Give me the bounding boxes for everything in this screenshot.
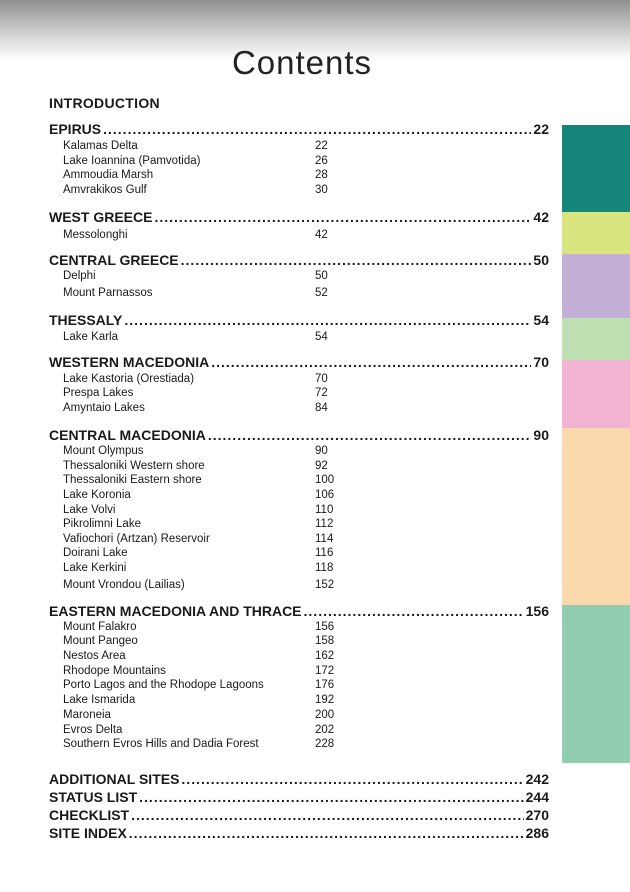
site-name: Amyntaio Lakes: [63, 402, 145, 414]
site-name: Pikrolimni Lake: [63, 518, 141, 530]
dot-leader: [208, 427, 532, 443]
site-name: Amvrakikos Gulf: [63, 184, 147, 196]
chapter-heading[interactable]: [49, 427, 549, 443]
site-name: Lake Ismarida: [63, 694, 136, 706]
chapter-name: THESSALY: [49, 312, 123, 328]
chapter-heading[interactable]: [49, 807, 549, 823]
site-page-number: 116: [315, 547, 334, 559]
site-name: Porto Lagos and the Rhodope Lagoons: [63, 679, 264, 691]
site-name: Nestos Area: [63, 650, 126, 662]
chapter-page-number: 244: [525, 789, 549, 805]
site-name: Prespa Lakes: [63, 387, 134, 399]
site-page-number: 30: [315, 184, 328, 196]
chapter-heading[interactable]: [49, 771, 549, 787]
site-name: Evros Delta: [63, 724, 123, 736]
dot-leader: [181, 252, 532, 268]
site-name: Thessaloniki Western shore: [63, 460, 205, 472]
site-name: Mount Pangeo: [63, 635, 138, 647]
site-page-number: 22: [315, 140, 328, 152]
site-page-number: 172: [315, 665, 335, 677]
site-name: Lake Kerkini: [63, 562, 127, 574]
chapter-name: ADDITIONAL SITES: [49, 771, 180, 787]
site-name: Doirani Lake: [63, 547, 128, 559]
site-name: Thessaloniki Eastern shore: [63, 474, 202, 486]
site-page-number: 28: [315, 169, 328, 181]
site-page-number: 110: [315, 504, 334, 516]
dot-leader: [124, 312, 531, 328]
site-page-number: 118: [315, 562, 334, 574]
chapter-name: STATUS LIST: [49, 789, 138, 805]
chapter-page-number: 54: [533, 312, 549, 328]
chapter-name: SITE INDEX: [49, 825, 127, 841]
chapter-name: WESTERN MACEDONIA: [49, 354, 210, 370]
chapter-name: EPIRUS: [49, 121, 102, 137]
chapter-page-number: 42: [533, 209, 549, 225]
site-name: Lake Karla: [63, 331, 118, 343]
chapter-page-number: 50: [533, 252, 549, 268]
site-name: Kalamas Delta: [63, 140, 138, 152]
chapter-name: CENTRAL MACEDONIA: [49, 427, 206, 443]
site-page-number: 92: [315, 460, 328, 472]
site-page-number: 228: [315, 738, 335, 750]
chapter-page-number: 242: [525, 771, 549, 787]
site-page-number: 70: [315, 373, 328, 385]
chapter-color-tab: [562, 254, 630, 318]
chapter-page-number: 70: [533, 354, 549, 370]
site-name: Ammoudia Marsh: [63, 169, 154, 181]
dot-leader: [129, 825, 524, 841]
dot-leader: [154, 209, 531, 225]
site-page-number: 50: [315, 270, 328, 282]
chapter-heading[interactable]: [49, 121, 549, 137]
chapter-heading[interactable]: [49, 789, 549, 805]
chapter-page-number: 270: [525, 807, 549, 823]
site-name: Lake Koronia: [63, 489, 131, 501]
chapter-color-tab: [562, 318, 630, 360]
site-page-number: 162: [315, 650, 335, 662]
chapter-page-number: 156: [525, 603, 549, 619]
site-page-number: 54: [315, 331, 328, 343]
chapter-page-number: 286: [525, 825, 549, 841]
chapter-page-number: 90: [533, 427, 549, 443]
dot-leader: [131, 807, 524, 823]
introduction-heading: INTRODUCTION: [49, 95, 160, 111]
site-page-number: 84: [315, 402, 328, 414]
site-name: Vafiochori (Artzan) Reservoir: [63, 533, 210, 545]
chapter-heading[interactable]: [49, 252, 549, 268]
dot-leader: [139, 789, 523, 805]
site-page-number: 112: [315, 518, 334, 530]
chapter-name: WEST GREECE: [49, 209, 153, 225]
site-name: Lake Ioannina (Pamvotida): [63, 155, 201, 167]
site-page-number: 156: [315, 621, 335, 633]
site-page-number: 176: [315, 679, 335, 691]
chapter-heading[interactable]: [49, 209, 549, 225]
site-name: Maroneia: [63, 709, 111, 721]
chapter-color-tab: [562, 212, 630, 254]
chapter-name: CENTRAL GREECE: [49, 252, 179, 268]
dot-leader: [181, 771, 523, 787]
dot-leader: [211, 354, 531, 370]
chapter-heading[interactable]: [49, 354, 549, 370]
site-page-number: 26: [315, 155, 328, 167]
site-name: Rhodope Mountains: [63, 665, 166, 677]
site-name: Delphi: [63, 270, 96, 282]
site-page-number: 158: [315, 635, 335, 647]
site-page-number: 52: [315, 287, 328, 299]
chapter-heading[interactable]: [49, 825, 549, 841]
site-page-number: 202: [315, 724, 335, 736]
site-name: Lake Kastoria (Orestiada): [63, 373, 195, 385]
dot-leader: [103, 121, 531, 137]
site-name: Mount Falakro: [63, 621, 137, 633]
site-page-number: 200: [315, 709, 335, 721]
site-page-number: 192: [315, 694, 335, 706]
chapter-color-tab: [562, 605, 630, 763]
chapter-color-tab: [562, 360, 630, 428]
chapter-color-tab: [562, 428, 630, 605]
page-title: Contents: [231, 44, 373, 81]
site-name: Mount Parnassos: [63, 287, 153, 299]
site-page-number: 106: [315, 489, 335, 501]
chapter-heading[interactable]: [49, 312, 549, 328]
site-name: Mount Olympus: [63, 445, 144, 457]
site-page-number: 100: [315, 474, 335, 486]
site-page-number: 152: [315, 579, 335, 591]
site-name: Southern Evros Hills and Dadia Forest: [63, 738, 259, 750]
site-page-number: 90: [315, 445, 328, 457]
site-page-number: 114: [315, 533, 334, 545]
site-page-number: 42: [315, 229, 328, 241]
dot-leader: [304, 603, 524, 619]
site-name: Messolonghi: [63, 229, 128, 241]
chapter-page-number: 22: [533, 121, 549, 137]
chapter-name: CHECKLIST: [49, 807, 130, 823]
chapter-name: EASTERN MACEDONIA AND THRACE: [49, 603, 302, 619]
site-name: Mount Vrondou (Lailias): [63, 579, 185, 591]
chapter-color-tab: [562, 125, 630, 212]
site-name: Lake Volvi: [63, 504, 116, 516]
chapter-heading[interactable]: [49, 603, 549, 619]
site-page-number: 72: [315, 387, 328, 399]
